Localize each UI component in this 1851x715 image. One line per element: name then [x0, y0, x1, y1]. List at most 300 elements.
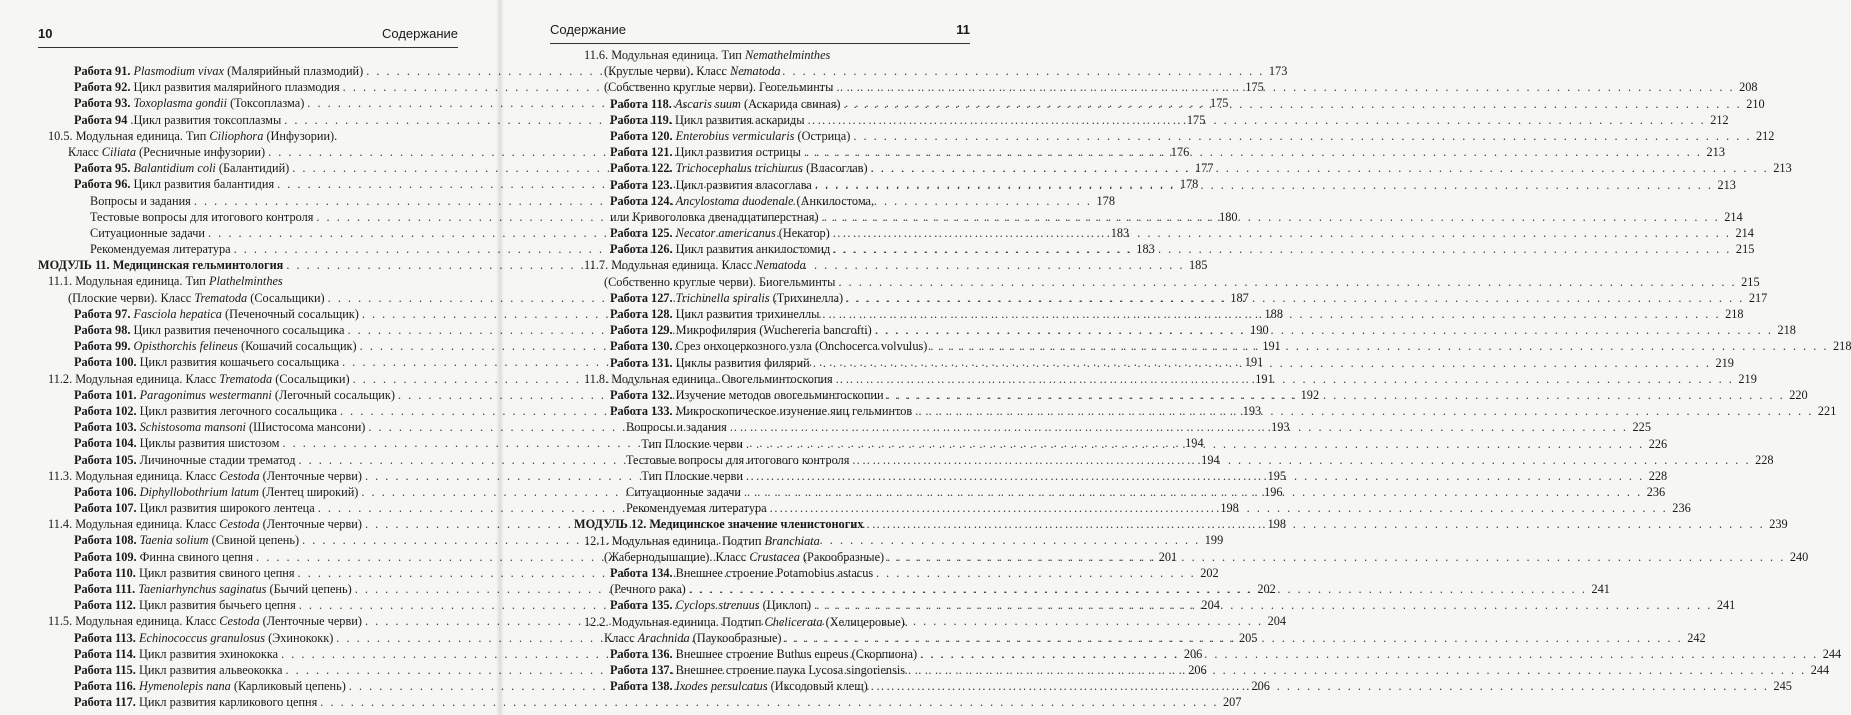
- toc-entry-title: Ситуационные задачи: [626, 485, 742, 500]
- toc-page-number: 242: [1687, 630, 1706, 645]
- toc-entry-title: Цикл развития свиного цепня: [135, 565, 295, 580]
- toc-page-number: 212: [1756, 128, 1775, 143]
- toc-page-number: 213: [1706, 145, 1725, 160]
- toc-entry-label: Работа 102.: [74, 403, 137, 418]
- toc-entry-prefix: (Жабернодышащие). Класс: [604, 549, 750, 564]
- toc-entry-label: Работа 124.: [610, 193, 673, 208]
- toc-entry-prefix: 11.7. Модульная единица. Класс: [584, 258, 756, 273]
- toc-entry-text: [74, 532, 299, 548]
- toc-entry-text: [48, 516, 362, 532]
- toc-entry-text: [74, 419, 365, 435]
- toc-entry-text: [74, 484, 358, 500]
- toc-page-number: 193: [1271, 420, 1290, 435]
- toc-entry-latin-name: Cyclops strenuus: [675, 598, 760, 613]
- toc-entry-text: [74, 95, 304, 111]
- toc-entry-text: [626, 452, 849, 468]
- toc-entry-prefix: 11.5. Модульная единица. Класс: [48, 614, 220, 629]
- toc-entry-title: Финна свиного цепня: [136, 549, 254, 564]
- toc-entry-title: Внешнее строение Potamobius astacus: [672, 566, 874, 580]
- toc-page-number: 180: [1219, 209, 1238, 224]
- toc-entry-text: [74, 322, 344, 338]
- right-page-header: [550, 20, 970, 40]
- toc-page-number: 191: [1262, 339, 1281, 354]
- toc-entry-text: [74, 79, 340, 95]
- toc-entry-text: [74, 63, 363, 79]
- toc-page-number: 191: [1244, 355, 1264, 370]
- toc-entry-latin-name: Arachnida: [637, 630, 690, 645]
- toc-page-number: 236: [1646, 485, 1666, 500]
- toc-entry-title: Циклы развития филярий: [672, 355, 810, 370]
- toc-entry-latin-name: Taenia solium: [139, 533, 209, 548]
- toc-entry-title: (Ресничные инфузории): [135, 144, 266, 159]
- toc-entry-title: Вопросы и задания: [90, 193, 191, 208]
- toc-entry-text: [584, 257, 806, 273]
- dot-leader: [908, 662, 1806, 678]
- toc-entry-latin-name: Ixodes persulcatus: [675, 679, 768, 694]
- toc-entry: [574, 274, 1760, 290]
- toc-page-number: 205: [1238, 630, 1258, 645]
- toc-page-number: 201: [1158, 549, 1178, 564]
- toc-entry-text: [626, 500, 767, 516]
- toc-entry-text: [610, 581, 686, 597]
- toc-entry-title: Тестовые вопросы для итогового контроля: [90, 209, 314, 224]
- toc-entry-title: Внешнее строение паука Lycosa singoriensis: [672, 663, 906, 678]
- toc-entry-prefix: 11.3. Модульная единица. Класс: [48, 468, 220, 483]
- toc-entry-text: [610, 96, 841, 112]
- toc-entry-label: Работа 122.: [610, 161, 673, 176]
- toc-entry: [38, 273, 455, 289]
- toc-page-number: 199: [1204, 533, 1224, 548]
- dot-leader: [836, 371, 1734, 387]
- toc-entry-text: [626, 468, 743, 484]
- toc-page-number: 244: [1810, 663, 1830, 678]
- toc-entry-text: [610, 678, 868, 694]
- toc-entry-title: Цикл развития малярийного плазмодия: [130, 80, 340, 95]
- toc-page-number: 221: [1817, 404, 1837, 419]
- page-number: 10: [38, 26, 53, 41]
- toc-entry-label: Работа 96.: [74, 177, 131, 192]
- toc-entry-latin-name: Cestoda: [219, 517, 260, 532]
- toc-entry-title: Изучение методов овогельминтоскопии: [672, 387, 884, 402]
- toc-entry-title: (Эхинококк): [265, 630, 334, 645]
- dot-leader: [833, 241, 1731, 257]
- toc-entry-title: (Некатор): [775, 226, 830, 241]
- toc-entry-prefix: 11.6. Модульная единица. Тип: [584, 48, 745, 62]
- toc-entry-text: [74, 306, 359, 322]
- toc-page-number: 219: [1715, 355, 1734, 370]
- toc-entry-text: [604, 79, 833, 95]
- toc-entry-text: [74, 387, 395, 403]
- dot-leader: [853, 128, 1751, 144]
- toc-page-number: 190: [1250, 323, 1269, 337]
- toc-entry-label: Работа 119.: [610, 112, 672, 127]
- dot-leader: [770, 500, 1668, 516]
- dot-leader: [785, 630, 1683, 646]
- toc-entry-prefix: Класс: [68, 144, 102, 159]
- toc-entry-title: (Паукообразные): [689, 630, 782, 645]
- toc-entry-latin-name: Ancylostoma duodenale: [675, 193, 794, 208]
- toc-entry-title: (Речного рака): [610, 582, 686, 597]
- toc-entry-label: Работа 126.: [610, 242, 673, 257]
- toc-page-number: 245: [1773, 679, 1792, 694]
- toc-page-number: 183: [1110, 225, 1130, 240]
- toc-entry-text: [74, 630, 333, 646]
- toc-entry-latin-name: Necator americanus: [675, 226, 776, 241]
- toc-entry-title: (Иксодовый клещ): [767, 679, 868, 694]
- toc-entry-label: Работа 116.: [74, 679, 136, 694]
- dot-leader: [846, 290, 1744, 306]
- toc-page-number: 195: [1267, 468, 1287, 483]
- toc-entry-text: [584, 371, 833, 387]
- toc-page-number: 240: [1789, 549, 1809, 564]
- toc-entry-text: [68, 290, 325, 306]
- toc-entry-label: Работа 103.: [74, 420, 137, 435]
- toc-entry-title: Рекомендуемая литература: [626, 501, 767, 516]
- toc-entry-label: Работа 91.: [74, 64, 131, 78]
- toc-entry-text: [74, 176, 274, 192]
- toc-entry-title: Ситуационные задачи: [90, 225, 206, 240]
- dot-leader: [730, 419, 1628, 435]
- dot-leader: [887, 549, 1785, 565]
- toc-page-number: 206: [1183, 646, 1203, 661]
- toc-entry-title: (Печеночный сосальщик): [221, 306, 359, 321]
- toc-entry-label: Работа 134.: [610, 566, 673, 580]
- toc-entry-text: [48, 273, 283, 289]
- toc-entry-label: Работа 100.: [74, 355, 137, 370]
- toc-page-number: 241: [1591, 582, 1610, 597]
- toc-page-number: 175: [1245, 80, 1264, 95]
- toc-entry-title: (Анкилостома,: [793, 193, 875, 208]
- toc-page-number: 228: [1755, 452, 1774, 467]
- dot-leader: [689, 581, 1587, 597]
- dot-leader: [833, 225, 1731, 241]
- toc-entry-text: [90, 209, 313, 225]
- toc-entry-label: Работа 108.: [74, 533, 137, 548]
- toc-entry-label: Работа 95.: [74, 161, 131, 176]
- toc-entry-latin-name: Toxoplasma gondii: [133, 96, 227, 111]
- toc-page-number: 173: [1268, 64, 1288, 78]
- toc-entry-latin-name: Paragonimus westermanni: [139, 387, 272, 402]
- toc-entry-label: Работа 133.: [610, 404, 673, 419]
- toc-entry-latin-name: Schistosoma mansoni: [139, 420, 246, 435]
- toc-entry-label: Работа 99.: [74, 339, 131, 354]
- toc-entry-text: [610, 338, 927, 354]
- toc-entry-text: [610, 241, 830, 257]
- toc-entry-text: [604, 630, 782, 646]
- toc-entry-title: (Собственно круглые черви). Геогельминты: [604, 80, 834, 95]
- toc-entry-text: [74, 581, 352, 597]
- toc-entry-title: (Шистосома мансони): [245, 420, 366, 435]
- toc-entry-text: [610, 112, 805, 128]
- toc-page-number: 188: [1264, 306, 1283, 321]
- toc-entry-title: Цикл развития бычьего цепня: [135, 598, 296, 613]
- dot-leader: [838, 274, 1736, 290]
- toc-entry-latin-name: Fasciola hepatica: [133, 306, 222, 321]
- toc-entry-text: [610, 290, 843, 306]
- toc-entry-title: Срез онхоцеркозного узла (Onchocerca volvulus): [672, 339, 928, 354]
- toc-entry-title: Цикл развития власоглава: [672, 177, 812, 192]
- toc-entry: [38, 128, 455, 144]
- toc-entry-latin-name: Echinococcus granulosus: [138, 630, 265, 645]
- toc-entry: [574, 565, 973, 581]
- toc-entry-title: (Легочный сосальщик): [271, 387, 395, 402]
- toc-page-number: 225: [1632, 420, 1651, 435]
- toc-entry-label: Работа 120.: [610, 128, 673, 143]
- toc-entry-title: Тестовые вопросы для итогового контроля: [626, 452, 850, 467]
- toc-entry-text: [90, 193, 191, 209]
- dot-leader: [822, 209, 1720, 225]
- toc-entry: [38, 694, 1242, 710]
- toc-entry-title: (Ленточные черви): [259, 468, 362, 483]
- toc-entry-title: (Сосальщики): [247, 290, 325, 305]
- toc-page-number: 212: [1710, 112, 1729, 127]
- toc-page-number: 228: [1648, 468, 1668, 483]
- toc-page-number: 215: [1741, 274, 1760, 289]
- toc-entry-prefix: (Круглые черви). Класс: [604, 64, 730, 79]
- toc-entry-text: [610, 322, 872, 338]
- toc-entry-latin-name: Enterobius vermicularis: [675, 128, 795, 143]
- toc-entry-label: Работа 98.: [74, 323, 131, 337]
- toc-page-number: 194: [1201, 452, 1220, 467]
- toc-entry-label: Работа 110.: [74, 565, 136, 580]
- toc-entry-title: Микроскопическое изучение яиц гельминтов: [672, 404, 913, 419]
- toc-entry-text: [90, 225, 205, 241]
- toc-entry-title: (Аскарида свиная): [740, 96, 841, 111]
- toc-entry-title: Циклы развития шистозом: [136, 436, 280, 451]
- toc-entry-latin-name: Nematoda: [755, 258, 806, 273]
- toc-entry-text: [610, 128, 850, 144]
- toc-entry-text: [610, 646, 917, 662]
- toc-entry-title: (Циклоп): [759, 598, 812, 613]
- dot-leader: [822, 306, 1720, 322]
- toc-page-number: 175: [1186, 112, 1206, 127]
- toc-entry-label: Работа 97.: [74, 306, 131, 321]
- toc-entry-title: (Инфузории).: [263, 128, 338, 143]
- toc-entry-text: [74, 500, 315, 516]
- dot-leader: [814, 597, 1712, 613]
- toc-entry-label: Работа 135.: [610, 598, 673, 613]
- toc-entry-text: [610, 662, 905, 678]
- toc-page-number: 204: [1267, 614, 1287, 629]
- toc-entry-title: (Собственно круглые черви). Биогельминты: [604, 274, 836, 289]
- toc-entry-text: [610, 144, 801, 160]
- toc-entry-title: Медицинское значение членистоногих: [646, 517, 864, 532]
- toc-entry: [574, 614, 973, 630]
- toc-entry-title: (Балантидий): [215, 161, 290, 176]
- toc-entry-text: [610, 355, 810, 371]
- toc-entry-title: Цикл развития эхинококка: [135, 646, 279, 661]
- toc-page-number: 214: [1735, 226, 1754, 241]
- toc-entry-latin-name: Ciliophora: [209, 128, 264, 143]
- toc-entry-text: [610, 177, 812, 193]
- toc-entry-title: Цикл развития альвеококка: [135, 662, 283, 677]
- toc-entry-latin-name: Cestoda: [219, 468, 260, 483]
- toc-entry-latin-name: Nematoda: [730, 64, 781, 79]
- toc-entry-text: [74, 646, 278, 662]
- toc-entry-label: МОДУЛЬ 12.: [574, 517, 647, 532]
- toc-entry-label: Работа 115.: [74, 662, 136, 677]
- toc-entry-text: [610, 387, 884, 403]
- toc-entry-text: [74, 694, 317, 710]
- dot-leader: [836, 79, 1734, 95]
- toc-entry-text: [584, 47, 830, 63]
- toc-entry-title: (Бычий цепень): [266, 582, 352, 596]
- toc-entry-prefix: (Плоские черви). Класс: [68, 290, 195, 305]
- toc-entry-title: 11.8. Модульная единица. Овогельминтоскопия: [584, 371, 833, 386]
- toc-entry-label: Работа 131.: [610, 355, 673, 370]
- toc-entry-label: Работа 123.: [610, 177, 673, 192]
- toc-entry-label: Работа 94: [74, 112, 128, 127]
- toc-entry-title: (Ракообразные): [799, 549, 885, 564]
- toc-entry-label: Работа 109.: [74, 549, 137, 564]
- toc-entry-title: Медицинская гельминтология: [109, 258, 284, 273]
- toc-page-number: 196: [1264, 484, 1283, 499]
- header-rule: [550, 43, 970, 44]
- toc-entry-title: Цикл развития анкилостомид: [672, 242, 831, 257]
- toc-page-number: 191: [1255, 371, 1274, 386]
- toc-entry-label: Работа 138.: [610, 679, 673, 694]
- toc-entry-title: (Ленточные черви): [259, 517, 362, 532]
- toc-page-number: 241: [1716, 598, 1736, 613]
- toc-entry-title: (Острица): [794, 128, 851, 143]
- toc-entry-text: [74, 597, 296, 613]
- toc-page-number: 198: [1267, 517, 1287, 532]
- toc-entry-prefix: 11.2. Модульная единица. Класс: [48, 371, 220, 386]
- toc-entry-text: [626, 484, 741, 500]
- toc-page-number: 175: [1209, 96, 1229, 111]
- toc-entry-title: Цикл развития трихинеллы: [672, 307, 820, 321]
- toc-entry-label: Работа 107.: [74, 501, 137, 516]
- running-title: Содержание: [550, 22, 626, 37]
- toc-entry-title: или Кривоголовка двенадцатиперстная): [610, 209, 819, 224]
- toc-entry-prefix: 10.5. Модульная единица. Тип: [48, 128, 210, 143]
- toc-entry-latin-name: Plasmodium vivax: [133, 64, 224, 78]
- toc-entry-title: (Карликовый цепень): [230, 679, 346, 694]
- toc-entry-text: [610, 209, 819, 225]
- toc-page-number: 206: [1188, 662, 1207, 677]
- toc-page-number: 183: [1136, 242, 1155, 257]
- toc-page-number: 210: [1746, 96, 1765, 111]
- toc-entry-label: Работа 127.: [610, 290, 673, 305]
- toc-entry-title: Тип Плоские черви: [626, 468, 744, 483]
- toc-entry-text: [74, 160, 289, 176]
- toc-entry-text: [74, 452, 295, 468]
- toc-entry-label: Работа 114.: [74, 646, 136, 661]
- toc-entry-label: Работа 125.: [610, 226, 673, 241]
- toc-page-number: 202: [1200, 565, 1219, 580]
- toc-entry-label: Работа 121.: [610, 145, 673, 160]
- toc-entry-text: [574, 516, 864, 532]
- toc-entry-label: Работа 104.: [74, 436, 137, 451]
- toc-entry-title: Цикл развития острицы: [672, 145, 801, 160]
- toc-entry-text: [74, 678, 346, 694]
- toc-entry-latin-name: Cestoda: [219, 614, 260, 629]
- toc-entry: [574, 47, 973, 63]
- toc-entry-text: [74, 565, 295, 581]
- toc-page-number: 207: [1222, 695, 1242, 710]
- toc-entry-text: [584, 533, 820, 549]
- toc-entry-label: МОДУЛЬ 11.: [38, 258, 110, 273]
- toc-entry-title: (Малярийный плазмодий): [224, 64, 364, 78]
- toc-entry-text: [610, 193, 874, 209]
- toc-entry-title: Рекомендуемая литература: [90, 242, 231, 257]
- toc-entry-title: .Цикл развития токсоплазмы: [127, 112, 282, 127]
- toc-page-number: 220: [1789, 387, 1808, 402]
- dot-leader: [746, 468, 1644, 484]
- dot-leader: [887, 387, 1785, 403]
- toc-entry-text: [604, 549, 884, 565]
- toc-page-number: 219: [1738, 371, 1757, 386]
- dot-leader: [746, 436, 1644, 452]
- toc-entry-label: Работа 111.: [74, 582, 136, 596]
- toc-entry-label: Работа 130.: [610, 339, 673, 354]
- dot-leader: [930, 338, 1828, 354]
- toc-entry-title: (Свиной цепень): [208, 533, 300, 548]
- dot-leader: [744, 484, 1642, 500]
- toc-entry-title: (Ленточные черви): [259, 614, 362, 629]
- toc-entry: [574, 193, 973, 209]
- toc-entry-prefix: 12.2. Модульная единица. Подтип: [584, 614, 765, 629]
- toc-entry-latin-name: Trematoda: [219, 371, 273, 386]
- dot-leader: [875, 322, 1773, 338]
- toc-entry-label: Работа 128.: [610, 307, 673, 321]
- dot-leader: [815, 177, 1713, 193]
- toc-entry-label: Работа 132.: [610, 387, 673, 402]
- toc-page-number: 194: [1185, 436, 1204, 451]
- toc-entry-title: Цикл развития балантидия: [130, 177, 275, 192]
- toc-entry-latin-name: Trichinella spiralis: [675, 290, 770, 305]
- toc-entry-text: [604, 63, 781, 79]
- toc-entry-title: Цикл развития кошачьего сосальщика: [136, 355, 340, 370]
- toc-entry-title: (Власоглав): [803, 161, 868, 176]
- toc-entry-label: Работа 117.: [74, 695, 136, 710]
- toc-page-number: 226: [1648, 436, 1668, 451]
- toc-entry-text: [610, 160, 868, 176]
- toc-page-number: 193: [1242, 403, 1262, 418]
- dot-leader: [920, 646, 1818, 662]
- toc-entry-label: Работа 113.: [74, 630, 136, 645]
- toc-entry-latin-name: Trichocephalus trichiurus: [675, 161, 804, 176]
- toc-page-number: 214: [1724, 209, 1743, 224]
- toc-page-number: 204: [1201, 598, 1220, 613]
- toc-entry-prefix: 12.1. Модульная единица. Подтип: [584, 533, 765, 548]
- toc-entry-label: Работа 93.: [74, 96, 131, 111]
- toc-entry-text: [626, 436, 743, 452]
- toc-page-number: 176: [1170, 144, 1190, 159]
- dot-leader: [867, 516, 1765, 532]
- toc-page-number: 202: [1257, 582, 1276, 596]
- dot-leader: [813, 355, 1711, 371]
- toc-entry-prefix: Класс: [604, 630, 638, 645]
- toc-entry-latin-name: Plathelminthes: [208, 274, 283, 289]
- toc-entry-text: [74, 354, 339, 370]
- toc-entry-label: Работа 105.: [74, 452, 137, 467]
- toc-entry-title: Цикл развития аскариды: [671, 112, 805, 127]
- toc-entry-text: [74, 112, 281, 128]
- toc-entry-text: [48, 468, 362, 484]
- toc-entry-text: [626, 419, 727, 435]
- header-rule: [38, 47, 458, 48]
- toc-entry-text: [48, 128, 337, 144]
- toc-page-number: 218: [1725, 307, 1744, 321]
- toc-entry-latin-name: Balantidium coli: [133, 161, 216, 176]
- toc-entry-text: [48, 613, 362, 629]
- toc-entry-text: [38, 257, 283, 273]
- toc-entry-latin-name: Chelicerata: [764, 614, 823, 629]
- toc-entry-label: Работа 137.: [610, 663, 673, 678]
- toc-entry-title: (Токсоплазма): [227, 96, 305, 111]
- toc-entry: [574, 128, 1775, 144]
